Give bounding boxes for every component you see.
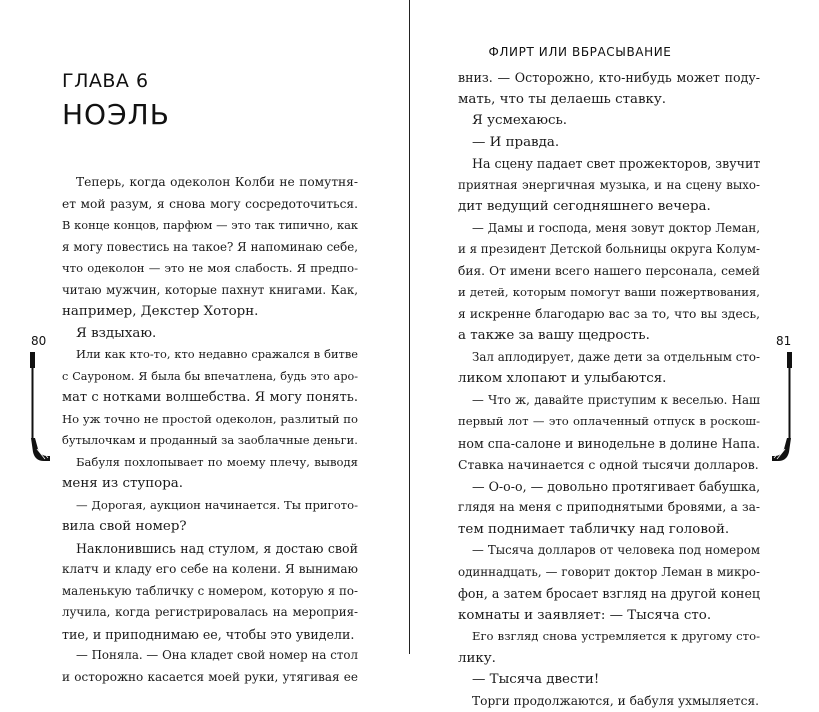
- page-number: 80: [31, 334, 46, 348]
- text-line: первый лот — это оплаченный отпуск в роскош-: [458, 411, 760, 433]
- text-line: тем поднимает табличку над головой.: [458, 519, 760, 541]
- text-line: вила свой номер?: [62, 516, 358, 538]
- text-line: ликом хлопают и улыбаются.: [458, 368, 760, 390]
- text-line: Теперь, когда одеколон Колби не помутня-: [62, 172, 358, 194]
- text-line: На сцену падает свет прожекторов, звучит: [458, 153, 760, 175]
- text-line: фон, а затем бросает взгляд на другой конец: [458, 583, 760, 605]
- text-line: одиннадцать, — говорит доктор Леман в микро-: [458, 562, 760, 584]
- text-line: — Поняла. — Она кладет свой номер на стол: [62, 645, 358, 667]
- text-line: бия. От имени всего нашего персонала, семей: [458, 261, 760, 283]
- text-line: а также за вашу щедрость.: [458, 325, 760, 347]
- text-line: мать, что ты делаешь ставку.: [458, 89, 760, 111]
- text-line: — Что ж, давайте приступим к веселью. Наш: [458, 390, 760, 412]
- text-line: и детей, которым помогут ваши пожертвования,: [458, 282, 760, 304]
- text-line: что одеколон — это не моя слабость. Я предпо-: [62, 258, 358, 280]
- hockey-stick-icon: [26, 352, 52, 464]
- text-line: приятная энергичная музыка, и на сцену выхо-: [458, 175, 760, 197]
- text-line: вниз. — Осторожно, кто-нибудь может поду-: [458, 67, 760, 89]
- text-line: — Дамы и господа, меня зовут доктор Леман,: [458, 218, 760, 240]
- text-line: бутылочкам и проданный за заоблачные деньги.: [62, 430, 358, 452]
- text-line: дит ведущий сегодняшнего вечера.: [458, 196, 760, 218]
- text-line: и я президент Детской больницы округа Колум-: [458, 239, 760, 261]
- text-line: лучила, когда регистрировалась на мероприя-: [62, 602, 358, 624]
- text-line: Зал аплодирует, даже дети за отдельным сто-: [458, 347, 760, 369]
- text-line: ет мой разум, я снова могу сосредоточиться.: [62, 194, 358, 216]
- text-line: Наклонившись над стулом, я достаю свой: [62, 538, 358, 560]
- text-line: Ставка начинается с одной тысячи долларов.: [458, 454, 760, 476]
- text-line: Или как кто-то, кто недавно сражался в битве: [62, 344, 358, 366]
- text-line: меня из ступора.: [62, 473, 358, 495]
- right-page: [410, 0, 819, 654]
- text-line: я могу повестись на такое? Я напоминаю себе,: [62, 237, 358, 259]
- text-line: мат с нотками волшебства. Я могу понять.: [62, 387, 358, 409]
- text-line: В конце концов, парфюм — это так типично, как: [62, 215, 358, 237]
- text-line: клатч и кладу его себе на колени. Я вынимаю: [62, 559, 358, 581]
- page-number: 81: [776, 334, 791, 348]
- text-line: и осторожно касается моей руки, утягивая ее: [62, 667, 358, 689]
- text-line: читаю мужчин, которые пахнут книгами. Как,: [62, 280, 358, 302]
- hockey-stick-icon: [770, 352, 796, 464]
- text-line: например, Декстер Хоторн.: [62, 301, 358, 323]
- running-head: ФЛИРТ ИЛИ ВБРАСЫВАНИЕ: [410, 45, 750, 59]
- text-line: маленькую табличку с номером, которую я по-: [62, 581, 358, 603]
- text-line: Я усмехаюсь.: [458, 110, 760, 132]
- chapter-title: НОЭЛЬ: [62, 98, 170, 131]
- chapter-label: ГЛАВА 6: [62, 70, 149, 92]
- text-line: комнаты и заявляет: — Тысяча сто.: [458, 605, 760, 627]
- text-line: — Тысяча долларов от человека под номером: [458, 540, 760, 562]
- text-line: я искренне благодарю вас за то, что вы здесь,: [458, 304, 760, 326]
- text-line: с Сауроном. Я была бы впечатлена, будь это аро-: [62, 366, 358, 388]
- text-line: — Дорогая, аукцион начинается. Ты пригото-: [62, 495, 358, 517]
- right-body-text: [458, 67, 760, 712]
- text-line: ном спа-салоне и винодельне в долине Напа.: [458, 433, 760, 455]
- text-line: Его взгляд снова устремляется к другому сто-: [458, 626, 760, 648]
- text-line: лику.: [458, 648, 760, 670]
- text-line: глядя на меня с приподнятыми бровями, а за-: [458, 497, 760, 519]
- text-line: — О-о-о, — довольно протягивает бабушка,: [458, 476, 760, 498]
- text-line: Но уж точно не простой одеколон, разлитый по: [62, 409, 358, 431]
- text-line: Бабуля похлопывает по моему плечу, выводя: [62, 452, 358, 474]
- left-page: [0, 0, 409, 654]
- text-line: Торги продолжаются, и бабуля ухмыляется.: [458, 691, 760, 712]
- text-line: — Тысяча двести!: [458, 669, 760, 691]
- text-line: Я вздыхаю.: [62, 323, 358, 345]
- left-body-text: [62, 172, 358, 688]
- text-line: тие, и приподнимаю ее, чтобы это увидели.: [62, 624, 358, 646]
- text-line: — И правда.: [458, 132, 760, 154]
